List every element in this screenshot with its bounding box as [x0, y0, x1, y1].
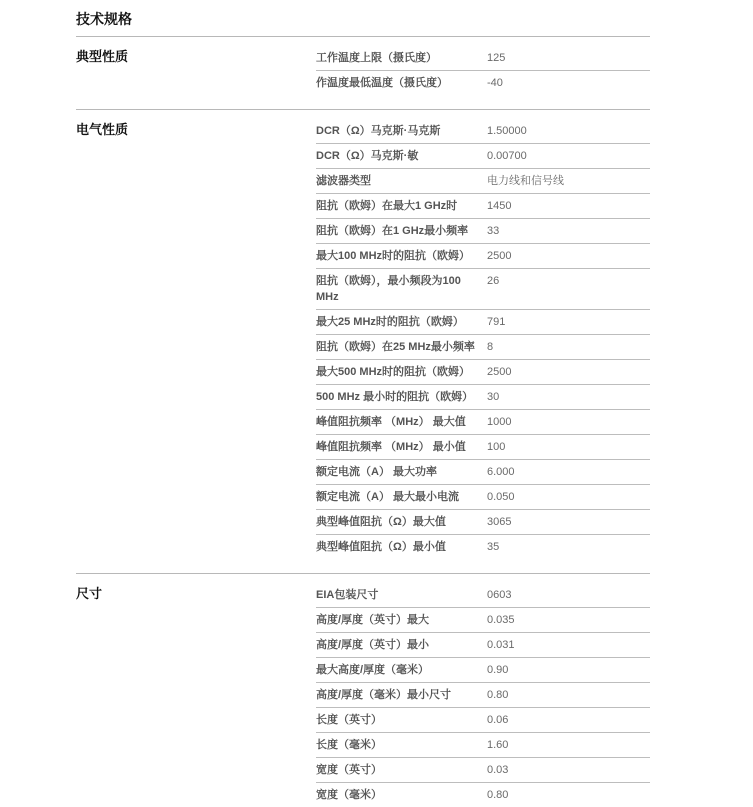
spec-value: 2500	[487, 366, 512, 378]
spec-label: 高度/厚度（英寸）最小	[316, 639, 430, 651]
spec-row	[316, 410, 650, 435]
spec-table	[316, 46, 650, 95]
spec-row	[316, 485, 650, 510]
spec-value: 791	[487, 316, 506, 328]
spec-label: 工作温度上限（摄氏度）	[316, 52, 437, 64]
spec-table	[316, 583, 650, 807]
spec-label: 阻抗（欧姆）在最大1 GHz时	[316, 200, 458, 212]
spec-label: 额定电流（A） 最大最小电流	[316, 491, 459, 503]
spec-value: 0603	[487, 589, 512, 601]
spec-label: 最大25 MHz时的阻抗（欧姆）	[316, 316, 464, 328]
spec-value: 35	[487, 541, 500, 553]
spec-value: 0.03	[487, 764, 509, 776]
section-typical-properties	[76, 37, 650, 110]
spec-value: 1.50000	[487, 125, 527, 137]
spec-label: 阻抗（欧姆）在25 MHz最小频率	[316, 341, 475, 353]
spec-row	[316, 269, 650, 310]
section-title: 典型性质	[76, 49, 129, 64]
spec-row	[316, 194, 650, 219]
spec-value: 1000	[487, 416, 512, 428]
spec-row	[316, 244, 650, 269]
spec-label: 典型峰值阻抗（Ω）最小值	[316, 541, 446, 553]
spec-row	[316, 583, 650, 608]
spec-row	[316, 119, 650, 144]
spec-row	[316, 510, 650, 535]
spec-value: 125	[487, 52, 506, 64]
spec-row	[316, 783, 650, 807]
spec-value: 电力线和信号线	[487, 175, 564, 187]
spec-label: 峰值阻抗频率 （MHz） 最小值	[316, 441, 466, 453]
spec-row	[316, 360, 650, 385]
spec-value: 0.80	[487, 789, 509, 801]
spec-label: 宽度（毫米）	[316, 789, 382, 801]
spec-value: 0.80	[487, 689, 509, 701]
spec-label: 典型峰值阻抗（Ω）最大值	[316, 516, 446, 528]
spec-row	[316, 633, 650, 658]
section-title: 尺寸	[76, 586, 103, 601]
spec-label: 最大100 MHz时的阻抗（欧姆）	[316, 250, 471, 262]
spec-value: 30	[487, 391, 500, 403]
spec-row	[316, 758, 650, 783]
spec-value: 26	[487, 275, 500, 287]
spec-label: 最大500 MHz时的阻抗（欧姆）	[316, 366, 471, 378]
spec-value: 2500	[487, 250, 512, 262]
spec-row	[316, 683, 650, 708]
spec-row	[316, 535, 650, 559]
spec-value: 8	[487, 341, 494, 353]
spec-label: 滤波器类型	[316, 175, 371, 187]
spec-row	[316, 219, 650, 244]
spec-row	[316, 71, 650, 95]
spec-label: DCR（Ω）马克斯·马克斯	[316, 125, 441, 137]
spec-label: 宽度（英寸）	[316, 764, 382, 776]
spec-label: 作温度最低温度（摄氏度）	[316, 77, 448, 89]
spec-value: 0.050	[487, 491, 515, 503]
section-dimensions	[76, 574, 650, 807]
spec-label: 峰值阻抗频率 （MHz） 最大值	[316, 416, 466, 428]
spec-label: 阻抗（欧姆），最小频段为100 MHz	[316, 275, 461, 303]
spec-label: 高度/厚度（英寸）最大	[316, 614, 430, 626]
spec-value: 100	[487, 441, 506, 453]
specs-page	[76, 0, 650, 807]
spec-row	[316, 708, 650, 733]
spec-label: 高度/厚度（毫米）最小尺寸	[316, 689, 452, 701]
spec-value: 6.000	[487, 466, 515, 478]
spec-row	[316, 169, 650, 194]
spec-table	[316, 119, 650, 559]
spec-label: 最大高度/厚度（毫米）	[316, 664, 430, 676]
spec-row	[316, 435, 650, 460]
spec-value: 1.60	[487, 739, 509, 751]
spec-value: 0.031	[487, 639, 515, 651]
spec-row	[316, 335, 650, 360]
spec-row	[316, 144, 650, 169]
spec-label: 长度（毫米）	[316, 739, 382, 751]
section-title: 电气性质	[76, 122, 129, 137]
spec-row	[316, 733, 650, 758]
spec-label: 额定电流（A） 最大功率	[316, 466, 437, 478]
spec-label: 阻抗（欧姆）在1 GHz最小频率	[316, 225, 469, 237]
spec-value: 3065	[487, 516, 512, 528]
spec-label: 长度（英寸）	[316, 714, 382, 726]
spec-value: -40	[487, 77, 503, 89]
section-electrical-properties	[76, 110, 650, 574]
spec-row	[316, 310, 650, 335]
spec-row	[316, 385, 650, 410]
spec-row	[316, 608, 650, 633]
spec-row	[316, 460, 650, 485]
spec-value: 0.035	[487, 614, 515, 626]
spec-value: 0.06	[487, 714, 509, 726]
spec-value: 0.90	[487, 664, 509, 676]
page-title: 技术规格	[76, 0, 650, 37]
spec-label: 500 MHz 最小时的阻抗（欧姆）	[316, 391, 474, 403]
spec-value: 0.00700	[487, 150, 527, 162]
spec-label: EIA包装尺寸	[316, 589, 379, 601]
spec-value: 1450	[487, 200, 512, 212]
spec-row	[316, 46, 650, 71]
spec-value: 33	[487, 225, 500, 237]
spec-label: DCR（Ω）马克斯·敏	[316, 150, 419, 162]
spec-row	[316, 658, 650, 683]
